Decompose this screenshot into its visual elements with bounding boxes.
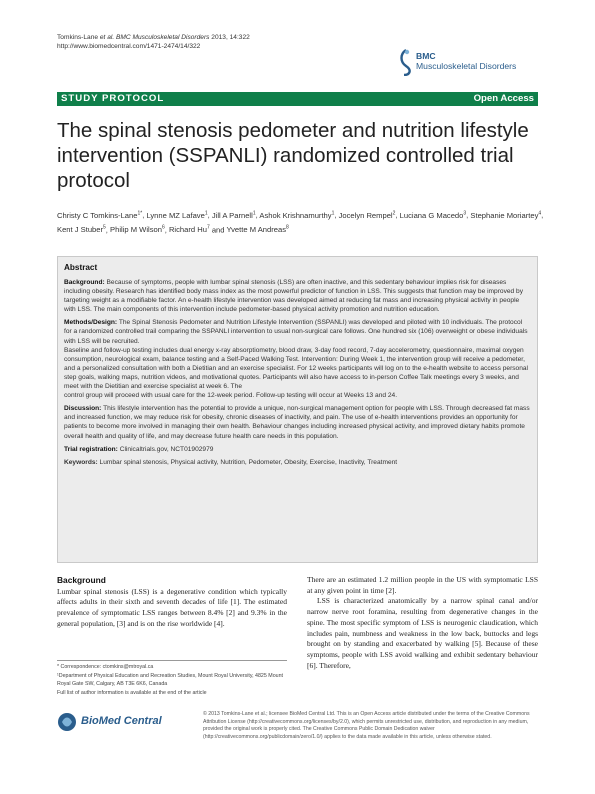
abstract-keywords: Keywords: Lumbar spinal stenosis, Physical activity, Nutrition, Pedometer, Obesity, Exercise, Inactivity, Treatment [64,458,398,466]
affiliation-note: ¹Department of Physical Education and Recreation Studies, Mount Royal University, 4825 Mount Royal Gate SW, Calgary, AB T3E 6K6, Canada [57,673,284,687]
citation-line-1: Tomkins-Lane et al. BMC Musculoskeletal Disorders 2013, 14:322 [57,34,250,41]
abstract-methods-cont: Baseline and follow-up testing includes dual energy x-ray absorptiometry, blood draw, 3-day food record, 7-day accelerometry, questionnaire, maximal oxygen consumption, neurological exam, balance testing and a Self-Paced Walking Test. Intervention: During Week 1, the intervention group will receive a pedometer, and a personalized consultation with both a Dietitian and an exercise specialist. For 12 weeks participants will log on to the e-health website to access personal step goals, walking maps, nutrition videos, and motivational quotes. Participants will also have access to in-person Coffee Talk meetings every 3 weeks, and meet with the Dietitian and exercise specialist at week 6. The [64,346,529,391]
author[interactable]: Philip M Wilson$^6$ [110,224,165,235]
author[interactable]: Stephanie Moriartey$^4$ [470,210,542,220]
correspondence-note[interactable]: * Correspondence: ctomkins@mtroyal.ca [57,664,154,670]
author-info-note: Full list of author information is available at the end of the article [57,690,207,697]
author[interactable]: Jill A Parnell$^1$ [211,210,256,220]
abstract-background: Background: Because of symptoms, people with lumbar spinal stenosis (LSS) are often inactive, and this sedentary behaviour implies risk for diseases including obesity. Research has identified body mass index as the most powerful predictor of function in LSS. This suggests that function may be improved by targeting weight as a modifiable factor. An e-health lifestyle intervention was developed aimed at reducing fat mass and increasing physical activity in people with LSS. The main components of this intervention include pedometer-based physical activity promotion and nutrition education. [64,279,523,314]
author[interactable]: Luciana G Macedo$^3$ [399,210,467,220]
running-header-citation [57,33,357,51]
footnotes [57,660,287,700]
bmc-swirl-icon [398,48,414,76]
article-type: STUDY PROTOCOL [61,93,165,104]
article-title: The spinal stenosis pedometer and nutrition lifestyle intervention (SSPANLI) randomized controlled trial protocol [57,119,529,192]
author[interactable]: Jocelyn Rempel$^2$ [338,210,396,220]
biomed-central-icon [57,712,77,732]
article-type-banner [57,92,538,106]
body-left-column [57,575,287,630]
body-paragraph: LSS is characterized anatomically by a narrow spinal canal and/or narrow nerve root foramina, resulting from degenerative changes in the spine. The most specific symptom of LSS is neurogenic claudication, which includes pain, numbness and weakness in the low back, buttocks and legs brought on by standing and exacerbated by walking [5]. Because of these symptoms, people with LSS avoid walking and exhibit sedentary behaviour [6]. Therefore, [307,596,538,670]
author[interactable]: Kent J Stuber$^5$ [57,224,106,235]
author[interactable]: Ashok Krishnamurthy$^1$ [259,210,335,220]
author-list: Christy C Tomkins-Lane$^{1*}$, Lynne MZ Lafave$^1$, Jill A Parnell$^1$, Ashok Krishnamurthy$^1$, Jocelyn Rempel$^2$, Luciana G Macedo$^3$, Stephanie Moriartey$^4$, Kent J Stuber$^5$, Philip M Wilson$^6$, Richard Hu$^7$ and Yvette M Andreas$^8$ [57,210,544,235]
body-paragraph: Lumbar spinal stenosis (LSS) is a degenerative condition which typically affects adults in their sixth and seventh decades of life [1]. The estimated prevalence of symptomatic LSS ranges between 8.4% [2] and 9.3% in the general population, [3] and is on the rise worldwide [4]. [57,586,287,628]
abstract-methods: Methods/Design: The Spinal Stenosis Pedometer and Nutrition Lifestyle Intervention (SSPANLI) was developed and piloted with 10 individuals. The protocol for a randomized controlled trail comparing the SSPANLI intervention to usual non-surgical care follows. One hundred six (106) overweight or obese individuals with LSS will be recruited. [64,319,528,345]
copyright-notice: © 2013 Tomkins-Lane et al.; licensee BioMed Central Ltd. This is an Open Access article distributed under the terms of the Creative Commons Attribution License (http://creativecommons.org/licenses/by/2.0), which permits unrestricted use, distribution, and reproduction in any medium, provided the original work is properly cited. The Creative Commons Public Domain Dedication waiver (http://creativecommons.org/publicdomain/zero/1.0/) applies to the data made available in this article, unless otherwise stated. [203,711,530,740]
journal-logo [398,40,548,80]
abstract-box [57,256,538,563]
publisher-name: BioMed Central [81,715,162,727]
body-right-column [307,575,538,671]
author[interactable]: Richard Hu$^7$ [168,224,210,235]
body-paragraph: There are an estimated 1.2 million people in the US with symptomatic LSS at any given point in time [2]. [307,575,538,595]
author[interactable]: Christy C Tomkins-Lane$^{1*}$ [57,210,143,220]
open-access-label: Open Access [473,93,534,104]
section-heading-background: Background [57,575,106,585]
abstract-methods-cont-2: control group will proceed with usual care for the 12-week period. Follow-up testing will occur at Weeks 13 and 24. [64,392,398,400]
publisher-logo [57,712,187,734]
journal-name: BMC Musculoskeletal Disorders [416,51,517,71]
citation-url[interactable]: http://www.biomedcentral.com/1471-2474/14/322 [57,43,201,50]
abstract-discussion: Discussion: This lifestyle intervention has the potential to provide a unique, non-surgical management option for people with LSS. Through decreased fat mass and increased function, we may reduce risk for obesity, chronic diseases of inactivity, and pain. The use of e-health interventions provides an opportunity for patients to become more involved in managing their own health. Behaviour changes including increased physical activity, and improved dietary habits promote overall health and quality of life, and may decrease future health care needs in this population. [64,405,530,440]
author[interactable]: Yvette M Andreas$^8$ [226,224,289,235]
abstract-trial-registration: Trial registration: Clinicaltrials.gov, NCT01902979 [64,445,214,453]
abstract-heading: Abstract [64,263,98,272]
author[interactable]: Lynne MZ Lafave$^1$ [146,210,208,220]
